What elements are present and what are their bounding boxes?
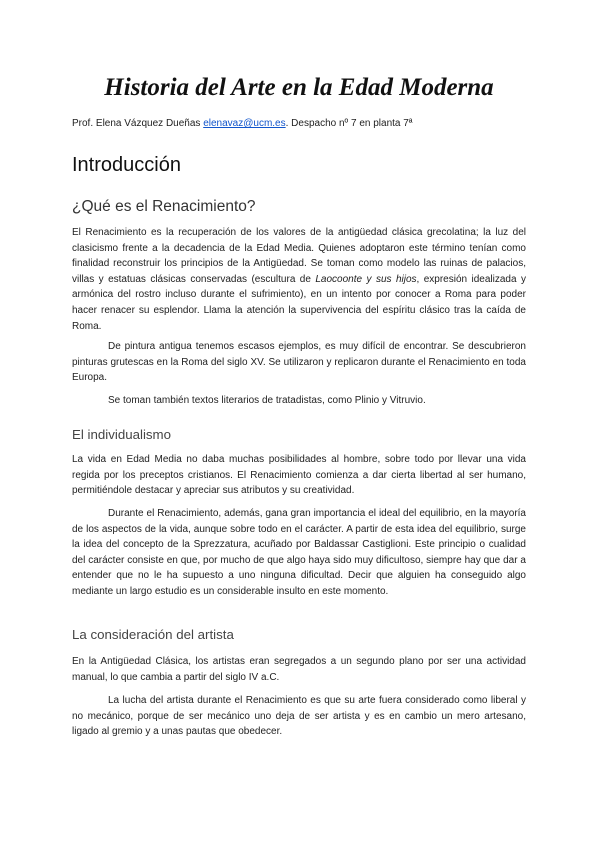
individualismo-paragraph-1: La vida en Edad Media no daba muchas posibilidades al hombre, sobre todo por llevar una vida regida por los preceptos cristianos. El Renacimiento comienza a dar cierta libertad al ser humano, permitiéndole destacar y apreciar sus atributos y su creatividad. — [72, 454, 526, 497]
renacimiento-heading: ¿Qué es el Renacimiento? — [72, 198, 256, 215]
renacimiento-paragraph-3: Se toman también textos literarios de tratadistas, como Plinio y Vitruvio. — [108, 395, 426, 406]
document-title: Historia del Arte en la Edad Moderna — [104, 74, 494, 101]
individualismo-paragraph-2: Durante el Renacimiento, además, gana gran importancia el ideal del equilibrio, en la mayoría de los aspectos de la vida, aunque sobre todo en el carácter. A partir de esta idea del equilibrio, surge la idea del concepto de la Sprezzatura, acuñado por Baldassar Castiglioni. Este principio o cualidad del carácter consiste en que, por mucho de que algo haya sido muy dificultoso, siempre hay que dar a entender que no le ha supuesto a uno ninguna dificultad. Decir que alguien ha conseguido algo mediante un largo estudio es un considerable insulto en este momento. — [72, 508, 526, 597]
author-name: Prof. Elena Vázquez Dueñas — [72, 118, 204, 129]
artista-paragraph-2: La lucha del artista durante el Renacimiento es que su arte fuera considerado como liberal y no mecánico, porque de ser mecánico uno deja de ser artista y es en cambio un mero artesano, ligado al gremio y a unas pautas que obedecer. — [72, 695, 526, 738]
office-info: . Despacho nº 7 en planta 7ª — [285, 118, 413, 129]
individualismo-heading: El individualismo — [72, 427, 172, 442]
author-line — [72, 117, 526, 131]
author-email-link[interactable]: elenavaz@ucm.es — [203, 118, 286, 129]
renacimiento-paragraph-2: De pintura antigua tenemos escasos ejemplos, es muy difícil de encontrar. Se descubrieron pinturas grutescas en la Roma del siglo XV. Se utilizaron y replicaron durante el Renacimiento en toda Europa. — [72, 341, 526, 384]
artista-paragraph-1: En la Antigüedad Clásica, los artistas eran segregados a un segundo plano por ser una actividad manual, lo que cambia a partir del siglo IV a.C. — [72, 656, 526, 683]
renacimiento-p1-text-a: El Renacimiento es la recuperación de los valores de la antigüedad clásica grecolatina; la luz del clasicismo frente a la decadencia de la Edad Media. Quienes adoptaron este término tenían como finalidad reconstruir los principios de la Antigüedad. Se toman como modelo las ruinas de palacios, villas y estatuas clásicas conservadas (escultura de — [72, 227, 526, 285]
laocoonte-title: Laocoonte y sus hijos — [315, 273, 417, 285]
renacimiento-paragraph-1 — [72, 225, 526, 334]
artista-heading: La consideración del artista — [72, 627, 234, 642]
intro-heading: Introducción — [72, 154, 181, 176]
renacimiento-p1-text-b: , expresión idealizada y armónica del rostro incluso durante el sufrimiento), en un intento por conocer a Roma para poder hacer renacer su esplendor. Llama la atención la supervivencia del espíritu clásico tras la caída de Roma. — [72, 273, 526, 332]
